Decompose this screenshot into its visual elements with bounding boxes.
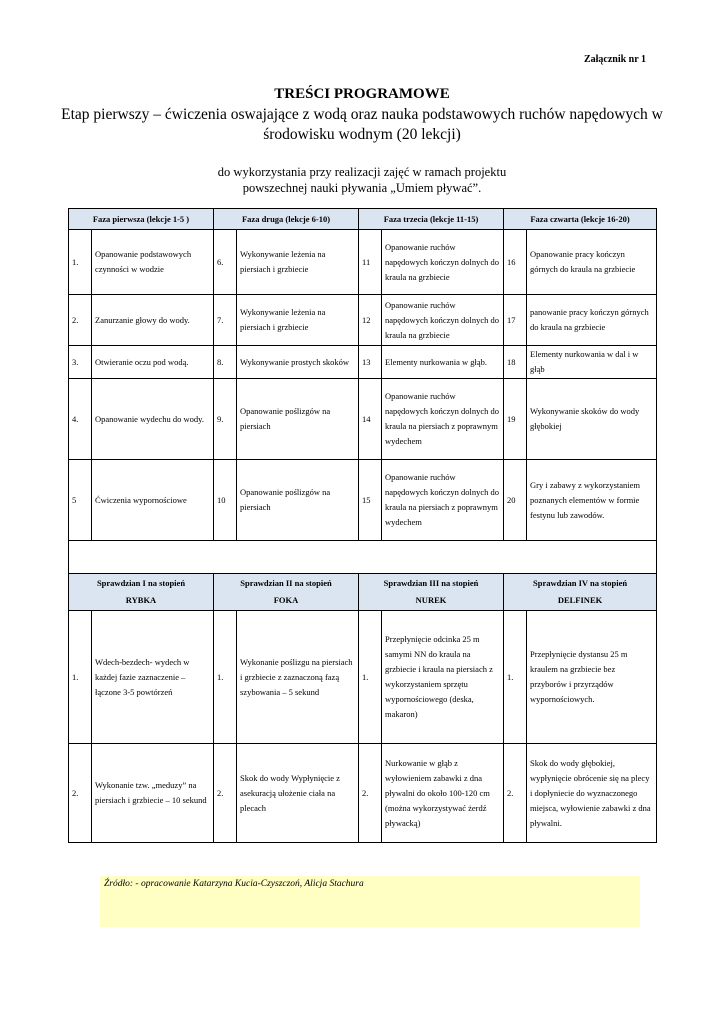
test-text: Skok do wody głębokiej, wypłynięcie obrócenie się na plecy i dopłyniecie do wyznaczonego miejsca, wyłowienie zabawki z dna pływalni.: [527, 744, 657, 843]
intro-text: [100, 164, 624, 196]
test-header: [504, 574, 657, 611]
lesson-number: 1.: [69, 230, 92, 295]
test-title: Sprawdzian I na stopień: [96, 578, 186, 588]
lesson-number: 10: [214, 460, 237, 541]
lesson-number: 3.: [69, 346, 92, 379]
lesson-number: 2.: [69, 295, 92, 346]
test-number: 1.: [504, 611, 527, 744]
lesson-row: [69, 295, 657, 346]
lesson-number: 7.: [214, 295, 237, 346]
test-level: DELFINEK: [557, 595, 603, 605]
lesson-text: Otwieranie oczu pod wodą.: [92, 346, 214, 379]
lesson-text: Ćwiczenia wypornościowe: [92, 460, 214, 541]
test-text: Wykonanie poślizgu na piersiach i grzbiecie z zaznaczoną fazą szybowania – 5 sekund: [237, 611, 359, 744]
lesson-text: Opanowanie poślizgów na piersiach: [237, 379, 359, 460]
lesson-text: Wykonywanie leżenia na piersiach i grzbiecie: [237, 295, 359, 346]
lesson-row: [69, 460, 657, 541]
test-number: 2.: [359, 744, 382, 843]
lesson-row: [69, 379, 657, 460]
test-row: [69, 611, 657, 744]
lesson-text: Opanowanie poślizgów na piersiach: [237, 460, 359, 541]
test-text: Przepłynięcie dystansu 25 m kraulem na grzbiecie bez przyborów i przyrządów wypornościowych.: [527, 611, 657, 744]
lesson-text: Zanurzanie głowy do wody.: [92, 295, 214, 346]
lesson-text: Gry i zabawy z wykorzystaniem poznanych elementów w formie festynu lub zawodów.: [527, 460, 657, 541]
lesson-text: Opanowanie ruchów napędowych kończyn dolnych do kraula na grzbiecie: [382, 295, 504, 346]
lesson-text: Opanowanie ruchów napędowych kończyn dolnych do kraula na grzbiecie: [382, 230, 504, 295]
lesson-number: 5: [69, 460, 92, 541]
test-text: Wykonanie tzw. „meduzy” na piersiach i grzbiecie – 10 sekund: [92, 744, 214, 843]
test-number: 1.: [359, 611, 382, 744]
lesson-number: 4.: [69, 379, 92, 460]
lesson-text: Wykonywanie skoków do wody głębokiej: [527, 379, 657, 460]
lesson-number: 18: [504, 346, 527, 379]
lesson-row: [69, 346, 657, 379]
lesson-text: Opanowanie ruchów napędowych kończyn dolnych do kraula na piersiach z poprawnym wydechem: [382, 379, 504, 460]
test-title: Sprawdzian III na stopień: [383, 578, 479, 588]
lesson-number: 11: [359, 230, 382, 295]
lesson-text: Opanowanie ruchów napędowych kończyn dolnych do kraula na piersiach z poprawnym wydechem: [382, 460, 504, 541]
annex-label: Załącznik nr 1: [583, 54, 646, 65]
lesson-number: 12: [359, 295, 382, 346]
lesson-text: panowanie pracy kończyn górnych do kraula na grzbiecie: [527, 295, 657, 346]
document-title: TREŚCI PROGRAMOWE: [274, 86, 450, 102]
test-text: Nurkowanie w głąb z wyłowieniem zabawki z dna pływalni do około 100-120 cm (można wykorzystywać żerdź pływacką): [382, 744, 504, 843]
lesson-number: 14: [359, 379, 382, 460]
test-header-row: [69, 574, 657, 611]
test-number: 2.: [214, 744, 237, 843]
lesson-number: 17: [504, 295, 527, 346]
lesson-text: Wykonywanie leżenia na piersiach i grzbiecie: [237, 230, 359, 295]
test-number: 2.: [69, 744, 92, 843]
lesson-number: 15: [359, 460, 382, 541]
lesson-text: Wykonywanie prostych skoków: [237, 346, 359, 379]
lesson-number: 13: [359, 346, 382, 379]
program-table: [68, 208, 657, 843]
test-level: NUREK: [415, 595, 447, 605]
phase-header: Faza pierwsza (lekcje 1-5 ): [69, 209, 214, 230]
lesson-text: Elementy nurkowania w głąb.: [382, 346, 504, 379]
lesson-text: Elementy nurkowania w dal i w głąb: [527, 346, 657, 379]
phase-header: Faza czwarta (lekcje 16-20): [504, 209, 657, 230]
lesson-number: 20: [504, 460, 527, 541]
test-level: RYBKA: [125, 595, 157, 605]
test-title: Sprawdzian IV na stopień: [533, 578, 628, 588]
test-number: 1.: [69, 611, 92, 744]
source-note: Źródło: - opracowanie Katarzyna Kucia-Czyszczoń, Alicja Stachura: [100, 876, 640, 927]
intro-line-2: powszechnej nauki pływania „Umiem pływać”.: [242, 181, 482, 195]
lesson-number: 16: [504, 230, 527, 295]
lesson-text: Opanowanie pracy kończyn górnych do kraula na grzbiecie: [527, 230, 657, 295]
lesson-number: 8.: [214, 346, 237, 379]
test-number: 1.: [214, 611, 237, 744]
lesson-number: 9.: [214, 379, 237, 460]
test-header: [69, 574, 214, 611]
test-text: Skok do wody Wypłynięcie z asekuracją ułożenie ciała na plecach: [237, 744, 359, 843]
test-title: Sprawdzian II na stopień: [240, 578, 332, 588]
lesson-number: 19: [504, 379, 527, 460]
empty-cell: [69, 541, 657, 574]
test-number: 2.: [504, 744, 527, 843]
test-text: Przepłynięcie odcinka 25 m samymi NN do kraula na grzbiecie i kraula na piersiach z wykorzystaniem sprzętu wypornościowego (deska, makaron): [382, 611, 504, 744]
intro-line-1: do wykorzystania przy realizacji zajęć w ramach projektu: [217, 165, 507, 179]
phase-header: Faza trzecia (lekcje 11-15): [359, 209, 504, 230]
test-text: Wdech-bezdech- wydech w każdej fazie zaznaczenie – łączone 3-5 powtórzeń: [92, 611, 214, 744]
test-row: [69, 744, 657, 843]
test-header: [359, 574, 504, 611]
phase-header: Faza druga (lekcje 6-10): [214, 209, 359, 230]
lesson-text: Opanowanie wydechu do wody.: [92, 379, 214, 460]
lesson-text: Opanowanie podstawowych czynności w wodzie: [92, 230, 214, 295]
test-level: FOKA: [273, 595, 299, 605]
document-subtitle: Etap pierwszy – ćwiczenia oswajające z wodą oraz nauka podstawowych ruchów napędowych w środowisku wodnym (20 lekcji): [61, 106, 663, 143]
lesson-number: 6.: [214, 230, 237, 295]
phase-header-row: [69, 209, 657, 230]
test-header: [214, 574, 359, 611]
spacer-row: [69, 541, 657, 574]
lesson-row: [69, 230, 657, 295]
